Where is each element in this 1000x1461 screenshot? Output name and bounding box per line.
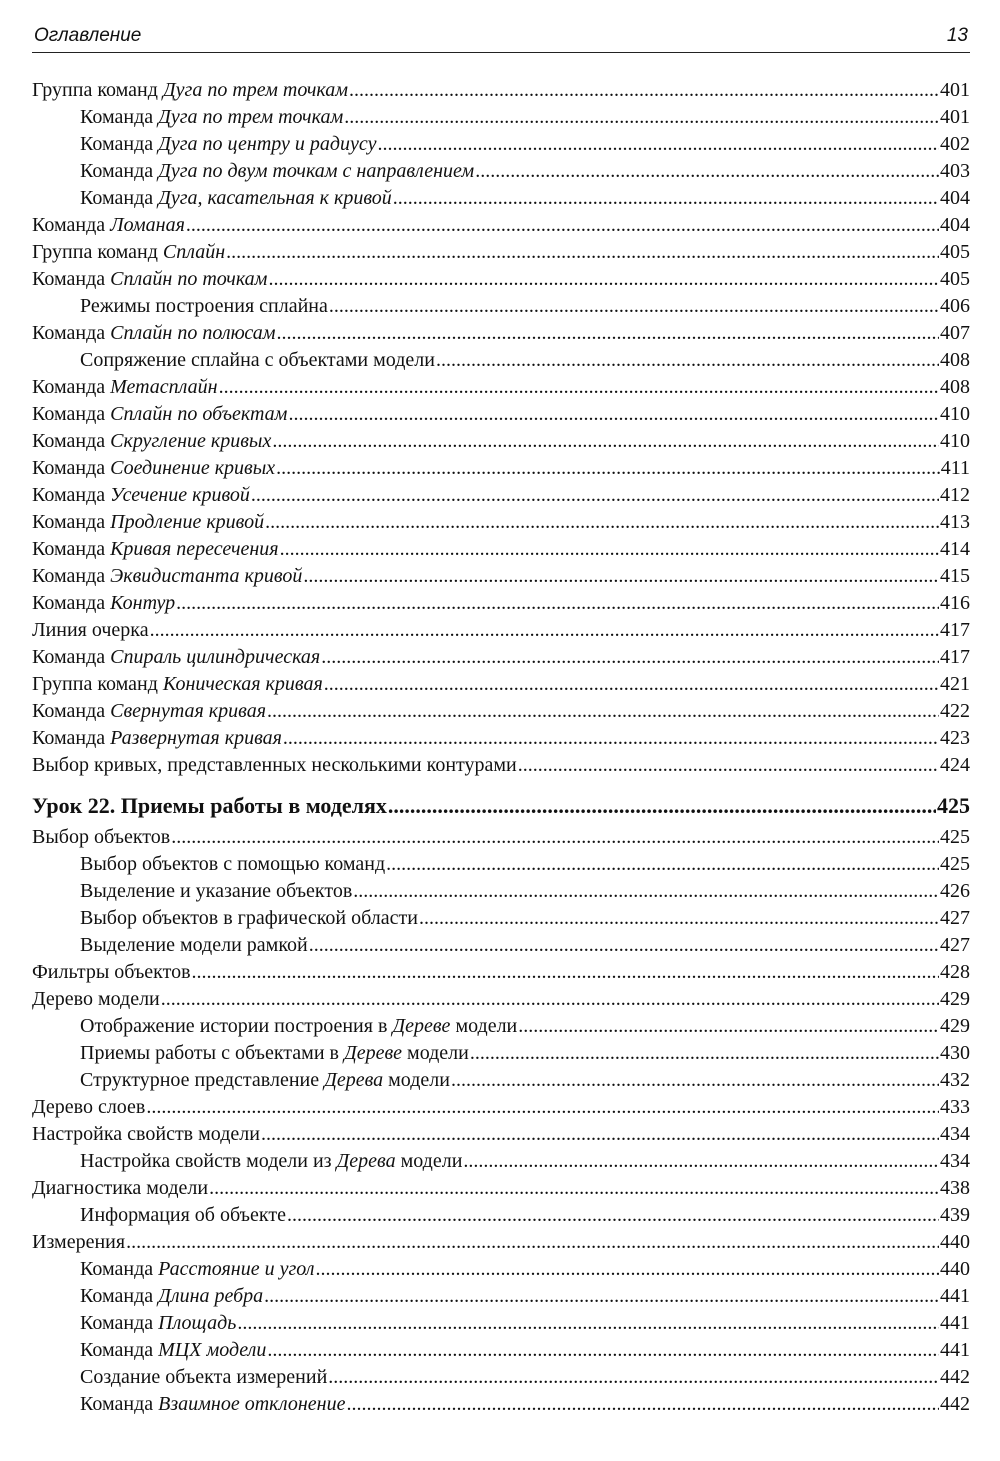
- toc-entry[interactable]: [32, 590, 970, 617]
- toc-entry[interactable]: [32, 644, 970, 671]
- dot-leader: [321, 644, 939, 671]
- toc-entry-title: [80, 1202, 286, 1229]
- toc-entry[interactable]: [32, 878, 970, 905]
- dot-leader: [261, 1121, 939, 1148]
- toc-entry-title: [32, 428, 271, 455]
- toc-entry-text: Выделение модели рамкой: [80, 934, 308, 956]
- toc-entry-title: [32, 212, 185, 239]
- dot-leader: [344, 104, 939, 131]
- running-header: [32, 22, 970, 53]
- toc-entry-italic-text: Метасплайн: [110, 376, 218, 398]
- toc-entry-title: [32, 239, 225, 266]
- toc-entry-title: [80, 158, 474, 185]
- toc-entry-title: [32, 986, 160, 1013]
- toc-entry-italic-text: Сплайн: [162, 241, 226, 263]
- toc-entry-page-number: 424: [940, 754, 970, 776]
- toc-entry-text: Приемы работы с объектами в: [80, 1042, 344, 1064]
- toc-entry-title: [32, 1229, 125, 1256]
- toc-entry-italic-text: Длина ребра: [158, 1285, 264, 1307]
- toc-entry-text: Команда: [32, 592, 111, 614]
- toc-entry-page-number: 414: [940, 538, 970, 560]
- toc-entry-title: [80, 1337, 266, 1364]
- toc-entry-title: [32, 644, 320, 671]
- toc-entry-text: Выбор кривых, представленных несколькими контурами: [32, 754, 517, 776]
- toc-entry[interactable]: [32, 374, 970, 401]
- toc-entry[interactable]: [32, 482, 970, 509]
- dot-leader: [283, 725, 939, 752]
- toc-entry[interactable]: [32, 905, 970, 932]
- dot-leader: [288, 401, 939, 428]
- toc-entry-text: Режимы построения сплайна: [80, 295, 328, 317]
- toc-entry-title: [80, 905, 418, 932]
- toc-entry-italic-text: Дуга, касательная к кривой: [158, 187, 392, 209]
- toc-entry[interactable]: [32, 428, 970, 455]
- toc-entry-text: Настройка свойств модели: [32, 1123, 260, 1145]
- toc-entry-page-number: 416: [940, 592, 970, 614]
- toc-entry-title: [32, 752, 517, 779]
- toc-entry-text: Группа команд: [32, 673, 163, 695]
- toc-entry-page-number: 429: [940, 988, 970, 1010]
- dot-leader: [386, 851, 939, 878]
- toc-entry[interactable]: [32, 1094, 970, 1121]
- toc-entry-page-number: 428: [940, 961, 970, 983]
- toc-entry-italic-text: Сплайн по полюсам: [110, 322, 276, 344]
- toc-entry-italic-text: Коническая кривая: [162, 673, 323, 695]
- toc-entry-text: Команда: [32, 484, 111, 506]
- toc-entry-page-number: 401: [940, 79, 970, 101]
- toc-entry-page-number: 411: [940, 457, 970, 479]
- dot-leader: [287, 1202, 939, 1229]
- toc-entry-page-number: 434: [940, 1150, 970, 1172]
- dot-leader: [324, 671, 939, 698]
- toc-entry[interactable]: [32, 158, 970, 185]
- dot-leader: [436, 347, 939, 374]
- toc-entry-title: [32, 671, 323, 698]
- dot-leader: [251, 482, 939, 509]
- dot-leader: [346, 1391, 939, 1418]
- dot-leader: [264, 1283, 939, 1310]
- toc-entry-title: [80, 1013, 517, 1040]
- toc-entry-text: Дерево модели: [32, 988, 160, 1010]
- toc-entry[interactable]: [32, 266, 970, 293]
- running-header-page-number: 13: [946, 25, 968, 46]
- toc-entry-text: Команда: [32, 700, 111, 722]
- dot-leader: [388, 788, 936, 824]
- toc-entry-page-number: 425: [940, 853, 970, 875]
- toc-entry-text: Измерения: [32, 1231, 126, 1253]
- toc-entry[interactable]: [32, 1229, 970, 1256]
- toc-entry-title: [32, 698, 266, 725]
- toc-entry-italic-text: Дереве: [392, 1015, 451, 1037]
- toc-entry[interactable]: [32, 617, 970, 644]
- toc-entry-text: Команда: [80, 160, 159, 182]
- toc-entry[interactable]: [32, 131, 970, 158]
- toc-entry-italic-text: Сплайн по точкам: [110, 268, 268, 290]
- toc-entry[interactable]: [32, 1148, 970, 1175]
- toc-entry-text: Команда: [32, 322, 111, 344]
- toc-entry-text: Команда: [80, 1393, 159, 1415]
- toc-entry[interactable]: [32, 401, 970, 428]
- toc-entry-text: Дерево слоев: [32, 1096, 146, 1118]
- toc-entry-title: [32, 788, 387, 824]
- toc-entry-title: [32, 1094, 145, 1121]
- toc-entry[interactable]: [32, 752, 970, 779]
- toc-entry[interactable]: [32, 104, 970, 131]
- toc-entry-title: [32, 482, 250, 509]
- dot-leader: [378, 131, 940, 158]
- dot-leader: [186, 212, 939, 239]
- toc-entry[interactable]: [32, 1040, 970, 1067]
- toc-entry-text: Команда: [32, 214, 111, 236]
- toc-entry-page-number: 441: [940, 1312, 970, 1334]
- dot-leader: [126, 1229, 939, 1256]
- dot-leader: [353, 878, 939, 905]
- toc-entry-italic-text: Дуга по двум точкам с направлением: [158, 160, 475, 182]
- dot-leader: [150, 617, 939, 644]
- toc-entry-page-number: 438: [940, 1177, 970, 1199]
- dot-leader: [276, 455, 940, 482]
- toc-entry[interactable]: [32, 1256, 970, 1283]
- toc-entry-text: Фильтры объектов: [32, 961, 191, 983]
- toc-entry-text: Команда: [32, 646, 111, 668]
- dot-leader: [419, 905, 939, 932]
- toc-entry[interactable]: [32, 1391, 970, 1418]
- toc-entry-page-number: 408: [940, 376, 970, 398]
- toc-entry-page-number: 417: [940, 646, 970, 668]
- toc-entry[interactable]: [32, 1013, 970, 1040]
- toc-entry[interactable]: [32, 1067, 970, 1094]
- toc-entry-page-number: 404: [940, 214, 970, 236]
- toc-entry-title: [80, 1310, 236, 1337]
- toc-entry-italic-text: Усечение кривой: [110, 484, 250, 506]
- toc-entry-title: [32, 1175, 208, 1202]
- toc-entry-title: [32, 824, 170, 851]
- table-of-contents: [32, 77, 970, 1418]
- dot-leader: [329, 293, 939, 320]
- toc-entry-page-number: 401: [940, 106, 970, 128]
- toc-entry[interactable]: [32, 455, 970, 482]
- toc-entry-title: [80, 1256, 315, 1283]
- dot-leader: [171, 824, 939, 851]
- toc-entry[interactable]: [32, 563, 970, 590]
- toc-entry-page-number: 422: [940, 700, 970, 722]
- toc-entry-text: Группа команд: [32, 241, 163, 263]
- toc-entry-title: [80, 1364, 327, 1391]
- dot-leader: [209, 1175, 939, 1202]
- toc-entry-title: [32, 725, 282, 752]
- toc-entry-page-number: 439: [940, 1204, 970, 1226]
- toc-entry-title: [80, 851, 385, 878]
- toc-entry-italic-text: Дереве: [343, 1042, 403, 1064]
- toc-entry-text: Команда: [80, 187, 159, 209]
- toc-entry-text: Команда: [32, 268, 111, 290]
- toc-entry-page-number: 421: [940, 673, 970, 695]
- toc-entry[interactable]: [32, 1283, 970, 1310]
- toc-entry-text: Линия очерка: [32, 619, 149, 641]
- toc-entry-text: Урок 22. Приемы работы в моделях: [32, 793, 387, 818]
- toc-entry-title: [32, 1121, 260, 1148]
- toc-entry-page-number: 441: [940, 1339, 970, 1361]
- toc-entry-page-number: 427: [940, 934, 970, 956]
- toc-entry-page-number: 440: [940, 1258, 970, 1280]
- toc-entry-text: Команда: [80, 106, 159, 128]
- toc-entry[interactable]: [32, 536, 970, 563]
- toc-entry-title: [32, 536, 279, 563]
- toc-entry[interactable]: [32, 671, 970, 698]
- toc-entry[interactable]: [32, 509, 970, 536]
- toc-entry-italic-text: Сплайн по объектам: [110, 403, 288, 425]
- toc-entry-title: [80, 347, 435, 374]
- toc-entry-italic-text: Дуга по трем точкам: [162, 79, 348, 101]
- toc-entry-italic-text: Дуга по центру и радиусу: [158, 133, 377, 155]
- toc-entry-italic-text: Дерева: [324, 1069, 384, 1091]
- dot-leader: [463, 1148, 939, 1175]
- toc-entry-page-number: 406: [940, 295, 970, 317]
- toc-entry-title: [32, 563, 302, 590]
- toc-entry-text: Команда: [80, 1312, 159, 1334]
- toc-entry-text: Выбор объектов в графической области: [80, 907, 418, 929]
- toc-entry[interactable]: [32, 1364, 970, 1391]
- toc-entry-page-number: 405: [940, 241, 970, 263]
- toc-entry-text-suffix: модели: [402, 1042, 469, 1064]
- toc-entry-page-number: 417: [940, 619, 970, 641]
- toc-entry-title: [32, 401, 287, 428]
- toc-entry-italic-text: Скругление кривых: [110, 430, 272, 452]
- dot-leader: [265, 509, 939, 536]
- toc-entry-title: [32, 590, 175, 617]
- toc-entry-title: [80, 1067, 450, 1094]
- dot-leader: [328, 1364, 939, 1391]
- toc-entry-text: Команда: [32, 430, 111, 452]
- dot-leader: [268, 266, 939, 293]
- toc-entry-text-suffix: модели: [395, 1150, 463, 1172]
- toc-entry-page-number: 403: [940, 160, 970, 182]
- dot-leader: [237, 1310, 939, 1337]
- toc-entry-text: Выбор объектов с помощью команд: [80, 853, 386, 875]
- dot-leader: [267, 698, 939, 725]
- toc-entry-text: Команда: [32, 376, 111, 398]
- toc-entry-page-number: 402: [940, 133, 970, 155]
- toc-entry[interactable]: [32, 212, 970, 239]
- toc-entry-page-number: 408: [940, 349, 970, 371]
- toc-entry-page-number: 441: [940, 1285, 970, 1307]
- toc-entry-page-number: 405: [940, 268, 970, 290]
- toc-entry-page-number: 404: [940, 187, 970, 209]
- dot-leader: [518, 752, 939, 779]
- toc-entry-title: [80, 1148, 462, 1175]
- toc-entry-title: [80, 1283, 263, 1310]
- toc-entry-text: Команда: [32, 538, 111, 560]
- toc-entry-title: [32, 455, 275, 482]
- toc-entry[interactable]: [32, 1202, 970, 1229]
- toc-entry-page-number: 430: [940, 1042, 970, 1064]
- toc-entry-page-number: 407: [940, 322, 970, 344]
- toc-entry-title: [32, 77, 348, 104]
- toc-entry-title: [80, 932, 308, 959]
- toc-entry-page-number: 410: [940, 403, 970, 425]
- toc-entry-italic-text: Дерева: [336, 1150, 396, 1172]
- toc-entry-italic-text: МЦХ модели: [158, 1339, 267, 1361]
- toc-entry[interactable]: [32, 1121, 970, 1148]
- dot-leader: [475, 158, 939, 185]
- toc-entry[interactable]: [32, 932, 970, 959]
- dot-leader: [470, 1040, 939, 1067]
- toc-entry-text: Создание объекта измерений: [80, 1366, 328, 1388]
- toc-entry-title: [80, 1391, 345, 1418]
- toc-entry-text: Команда: [80, 133, 159, 155]
- dot-leader: [303, 563, 939, 590]
- toc-entry-text-suffix: модели: [383, 1069, 450, 1091]
- toc-entry-text: Отображение истории построения в: [80, 1015, 393, 1037]
- dot-leader: [146, 1094, 939, 1121]
- toc-entry-text: Информация об объекте: [80, 1204, 286, 1226]
- toc-entry-page-number: 427: [940, 907, 970, 929]
- toc-entry[interactable]: [32, 959, 970, 986]
- toc-entry-italic-text: Контур: [110, 592, 176, 614]
- toc-entry-italic-text: Спираль цилиндрическая: [110, 646, 321, 668]
- toc-entry-page-number: 410: [940, 430, 970, 452]
- toc-entry[interactable]: [32, 1175, 970, 1202]
- dot-leader: [161, 986, 939, 1013]
- toc-entry-text: Команда: [32, 565, 111, 587]
- toc-entry-text: Команда: [80, 1285, 159, 1307]
- toc-entry[interactable]: [32, 725, 970, 752]
- toc-entry-italic-text: Ломаная: [110, 214, 185, 236]
- toc-entry-title: [80, 293, 328, 320]
- toc-entry[interactable]: [32, 986, 970, 1013]
- toc-entry-text: Структурное представление: [80, 1069, 325, 1091]
- toc-entry-title: [32, 374, 218, 401]
- toc-entry[interactable]: [32, 851, 970, 878]
- toc-entry-page-number: 433: [940, 1096, 970, 1118]
- toc-entry-page-number: 429: [940, 1015, 970, 1037]
- toc-entry-italic-text: Развернутая кривая: [110, 727, 282, 749]
- toc-entry[interactable]: [32, 77, 970, 104]
- toc-entry-italic-text: Площадь: [158, 1312, 237, 1334]
- toc-entry-italic-text: Кривая пересечения: [110, 538, 279, 560]
- toc-entry-page-number: 434: [940, 1123, 970, 1145]
- toc-entry-page-number: 426: [940, 880, 970, 902]
- toc-entry-text: Выбор объектов: [32, 826, 171, 848]
- dot-leader: [277, 320, 939, 347]
- toc-entry-italic-text: Взаимное отклонение: [158, 1393, 346, 1415]
- toc-entry[interactable]: [32, 698, 970, 725]
- toc-entry-text: Команда: [32, 403, 111, 425]
- toc-entry-title: [32, 320, 276, 347]
- toc-entry-title: [80, 131, 377, 158]
- toc-entry-title: [80, 104, 343, 131]
- toc-entry[interactable]: [32, 347, 970, 374]
- dot-leader: [349, 77, 939, 104]
- toc-entry-title: [32, 617, 149, 644]
- toc-entry-text: Команда: [32, 457, 111, 479]
- dot-leader: [451, 1067, 939, 1094]
- toc-entry-text: Группа команд: [32, 79, 163, 101]
- toc-entry-page-number: 413: [940, 511, 970, 533]
- toc-entry-italic-text: Дуга по трем точкам: [158, 106, 344, 128]
- toc-entry-text: Команда: [80, 1258, 159, 1280]
- toc-entry-title: [32, 266, 267, 293]
- toc-entry-italic-text: Эквидистанта кривой: [110, 565, 303, 587]
- dot-leader: [272, 428, 939, 455]
- dot-leader: [219, 374, 939, 401]
- toc-entry[interactable]: [32, 1337, 970, 1364]
- dot-leader: [518, 1013, 939, 1040]
- toc-entry-page-number: 442: [940, 1366, 970, 1388]
- toc-chapter-entry[interactable]: [32, 788, 970, 824]
- toc-entry-text: Команда: [80, 1339, 159, 1361]
- toc-entry-title: [80, 1040, 469, 1067]
- toc-entry-page-number: 440: [940, 1231, 970, 1253]
- toc-entry-text: Сопряжение сплайна с объектами модели: [80, 349, 435, 371]
- toc-entry[interactable]: [32, 824, 970, 851]
- toc-entry-page-number: 423: [940, 727, 970, 749]
- toc-entry-italic-text: Соединение кривых: [110, 457, 276, 479]
- dot-leader: [280, 536, 939, 563]
- toc-entry[interactable]: [32, 185, 970, 212]
- toc-entry-text: Команда: [32, 511, 111, 533]
- toc-entry[interactable]: [32, 293, 970, 320]
- toc-entry[interactable]: [32, 320, 970, 347]
- toc-entry-title: [32, 959, 191, 986]
- toc-entry-title: [80, 185, 392, 212]
- toc-entry[interactable]: [32, 1310, 970, 1337]
- dot-leader: [226, 239, 939, 266]
- running-header-title: Оглавление: [34, 25, 142, 46]
- toc-entry-text-suffix: модели: [450, 1015, 518, 1037]
- toc-entry-text: Диагностика модели: [32, 1177, 209, 1199]
- toc-entry-page-number: 442: [940, 1393, 970, 1415]
- toc-entry-italic-text: Свернутая кривая: [110, 700, 267, 722]
- dot-leader: [393, 185, 939, 212]
- toc-entry-text: Выделение и указание объектов: [80, 880, 353, 902]
- toc-entry-text: Команда: [32, 727, 111, 749]
- dot-leader: [176, 590, 939, 617]
- toc-entry-page-number: 415: [940, 565, 970, 587]
- toc-entry[interactable]: [32, 239, 970, 266]
- toc-entry-italic-text: Расстояние и угол: [158, 1258, 315, 1280]
- toc-entry-page-number: 412: [940, 484, 970, 506]
- toc-entry-text: Настройка свойств модели из: [80, 1150, 337, 1172]
- dot-leader: [316, 1256, 939, 1283]
- dot-leader: [309, 932, 939, 959]
- toc-entry-title: [80, 878, 352, 905]
- toc-entry-page-number: 432: [940, 1069, 970, 1091]
- toc-entry-page-number: 425: [940, 826, 970, 848]
- toc-entry-title: [32, 509, 264, 536]
- dot-leader: [192, 959, 939, 986]
- dot-leader: [267, 1337, 939, 1364]
- toc-entry-italic-text: Продление кривой: [110, 511, 265, 533]
- toc-entry-page-number: 425: [937, 793, 970, 818]
